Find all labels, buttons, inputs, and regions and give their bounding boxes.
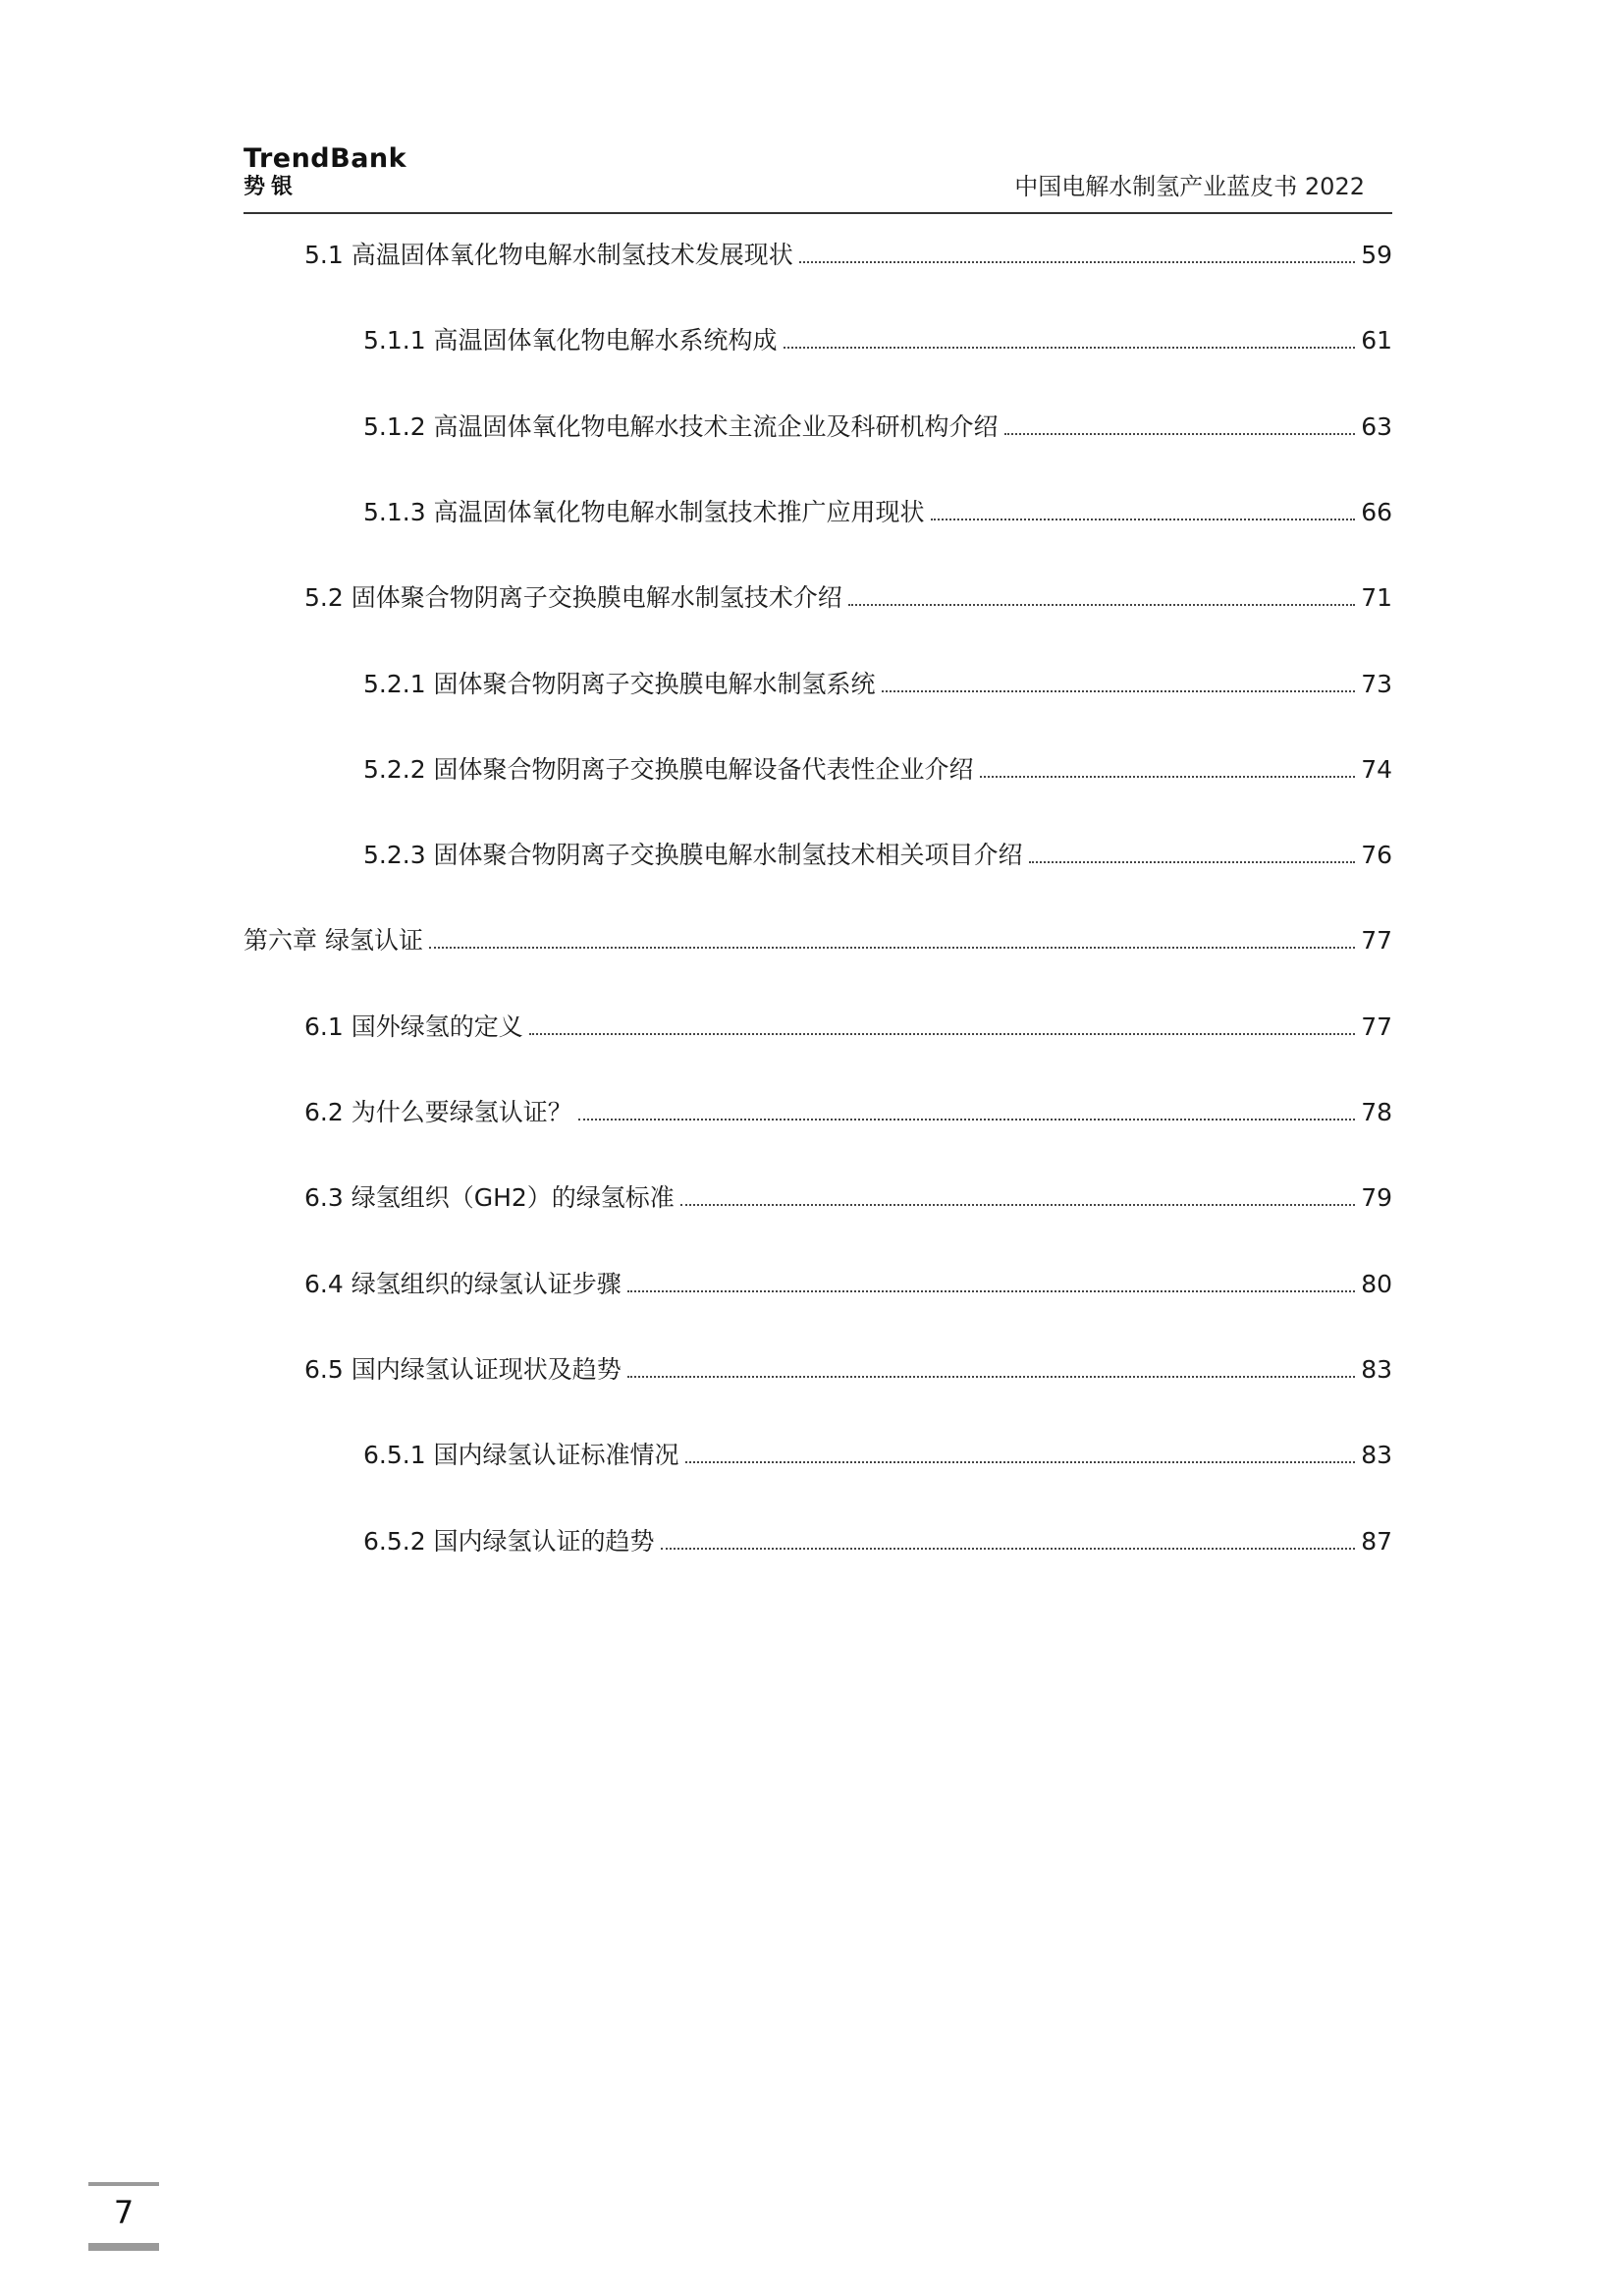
toc-dot-leader bbox=[661, 1548, 1355, 1550]
header-divider bbox=[243, 212, 1392, 214]
toc-entry-page: 80 bbox=[1361, 1269, 1392, 1298]
toc-dot-leader bbox=[784, 347, 1355, 349]
page-number: 7 bbox=[113, 2194, 135, 2231]
toc-entry-page: 61 bbox=[1361, 326, 1392, 355]
toc-entry-title: 5.2.1 固体聚合物阴离子交换膜电解水制氢系统 bbox=[363, 669, 882, 700]
toc-entry-page: 87 bbox=[1361, 1526, 1392, 1556]
toc-dot-leader bbox=[980, 776, 1355, 778]
toc-dot-leader bbox=[931, 519, 1355, 520]
toc-entry[interactable] bbox=[363, 1432, 1392, 1471]
toc-dot-leader bbox=[627, 1376, 1355, 1378]
toc-entry[interactable] bbox=[363, 489, 1392, 528]
toc-dot-leader bbox=[1029, 861, 1355, 863]
toc-entry-title: 6.5.1 国内绿氢认证标准情况 bbox=[363, 1440, 685, 1471]
toc-entry-title: 6.4 绿氢组织的绿氢认证步骤 bbox=[304, 1269, 627, 1300]
toc-entry[interactable] bbox=[304, 1089, 1392, 1128]
toc-entry[interactable] bbox=[304, 1004, 1392, 1043]
toc-entry-title: 6.5 国内绿氢认证现状及趋势 bbox=[304, 1354, 627, 1386]
toc-entry-page: 73 bbox=[1361, 669, 1392, 698]
toc-entry-page: 71 bbox=[1361, 583, 1392, 613]
toc-entry[interactable] bbox=[304, 574, 1392, 614]
toc-entry-title: 5.2 固体聚合物阴离子交换膜电解水制氢技术介绍 bbox=[304, 582, 848, 614]
toc-entry[interactable] bbox=[304, 1261, 1392, 1300]
toc-entry-page: 77 bbox=[1361, 1011, 1392, 1041]
page-header bbox=[243, 145, 1392, 214]
toc-entry-page: 78 bbox=[1361, 1098, 1392, 1126]
toc-entry[interactable] bbox=[363, 746, 1392, 786]
toc-entry[interactable] bbox=[363, 832, 1392, 871]
toc-entry-title: 5.1.2 高温固体氧化物电解水技术主流企业及科研机构介绍 bbox=[363, 411, 1004, 443]
toc-entry-page: 79 bbox=[1361, 1183, 1392, 1213]
toc-dot-leader bbox=[685, 1461, 1355, 1463]
toc-entry[interactable] bbox=[304, 1346, 1392, 1386]
toc-dot-leader bbox=[882, 690, 1355, 692]
document-title: 中国电解水制氢产业蓝皮书 2022 bbox=[1014, 173, 1365, 200]
logo-text-cn: 势银 bbox=[243, 175, 299, 199]
toc-dot-leader bbox=[680, 1204, 1355, 1206]
toc-entry-title: 6.3 绿氢组织（GH2）的绿氢标准 bbox=[304, 1182, 680, 1214]
toc-entry[interactable] bbox=[363, 1518, 1392, 1558]
toc-entry-title: 5.2.2 固体聚合物阴离子交换膜电解设备代表性企业介绍 bbox=[363, 754, 980, 786]
toc-entry[interactable] bbox=[304, 1175, 1392, 1214]
page-number-footer bbox=[88, 2182, 159, 2251]
trendbank-logo bbox=[243, 145, 406, 200]
toc-dot-leader bbox=[529, 1033, 1355, 1035]
toc-entry[interactable] bbox=[363, 317, 1392, 356]
toc-entry-page: 83 bbox=[1361, 1441, 1392, 1470]
toc-entry[interactable] bbox=[243, 917, 1392, 957]
toc-entry-page: 74 bbox=[1361, 754, 1392, 784]
toc-entry-title: 6.5.2 国内绿氢认证的趋势 bbox=[363, 1526, 661, 1558]
logo-text-en: TrendBank bbox=[243, 143, 407, 174]
toc-entry-page: 77 bbox=[1361, 926, 1392, 956]
toc-entry-page: 83 bbox=[1361, 1354, 1392, 1384]
toc-entry-title: 5.2.3 固体聚合物阴离子交换膜电解水制氢技术相关项目介绍 bbox=[363, 840, 1029, 871]
toc-dot-leader bbox=[799, 261, 1355, 263]
toc-entry-page: 63 bbox=[1361, 411, 1392, 441]
toc-entry[interactable] bbox=[363, 661, 1392, 700]
toc-entry-page: 59 bbox=[1361, 241, 1392, 269]
toc-dot-leader bbox=[848, 604, 1355, 606]
toc-dot-leader bbox=[1004, 433, 1355, 435]
toc-entry-title: 6.2 为什么要绿氢认证？ bbox=[304, 1097, 578, 1128]
toc-entry-page: 76 bbox=[1361, 841, 1392, 870]
page-number-top-bar bbox=[88, 2182, 159, 2186]
toc-entry-page: 66 bbox=[1361, 497, 1392, 526]
toc-entry-title: 6.1 国外绿氢的定义 bbox=[304, 1011, 529, 1043]
toc-entry-title: 第六章 绿氢认证 bbox=[243, 925, 429, 957]
toc-entry[interactable] bbox=[363, 404, 1392, 443]
toc-entry-title: 5.1 高温固体氧化物电解水制氢技术发展现状 bbox=[304, 240, 799, 271]
page-number-bottom-bar bbox=[88, 2243, 159, 2251]
toc-dot-leader bbox=[627, 1290, 1355, 1292]
toc-entry-title: 5.1.3 高温固体氧化物电解水制氢技术推广应用现状 bbox=[363, 497, 931, 528]
toc-entry[interactable] bbox=[304, 232, 1392, 271]
toc-dot-leader bbox=[578, 1119, 1355, 1121]
toc-dot-leader bbox=[429, 947, 1355, 949]
toc-entry-title: 5.1.1 高温固体氧化物电解水系统构成 bbox=[363, 325, 784, 356]
